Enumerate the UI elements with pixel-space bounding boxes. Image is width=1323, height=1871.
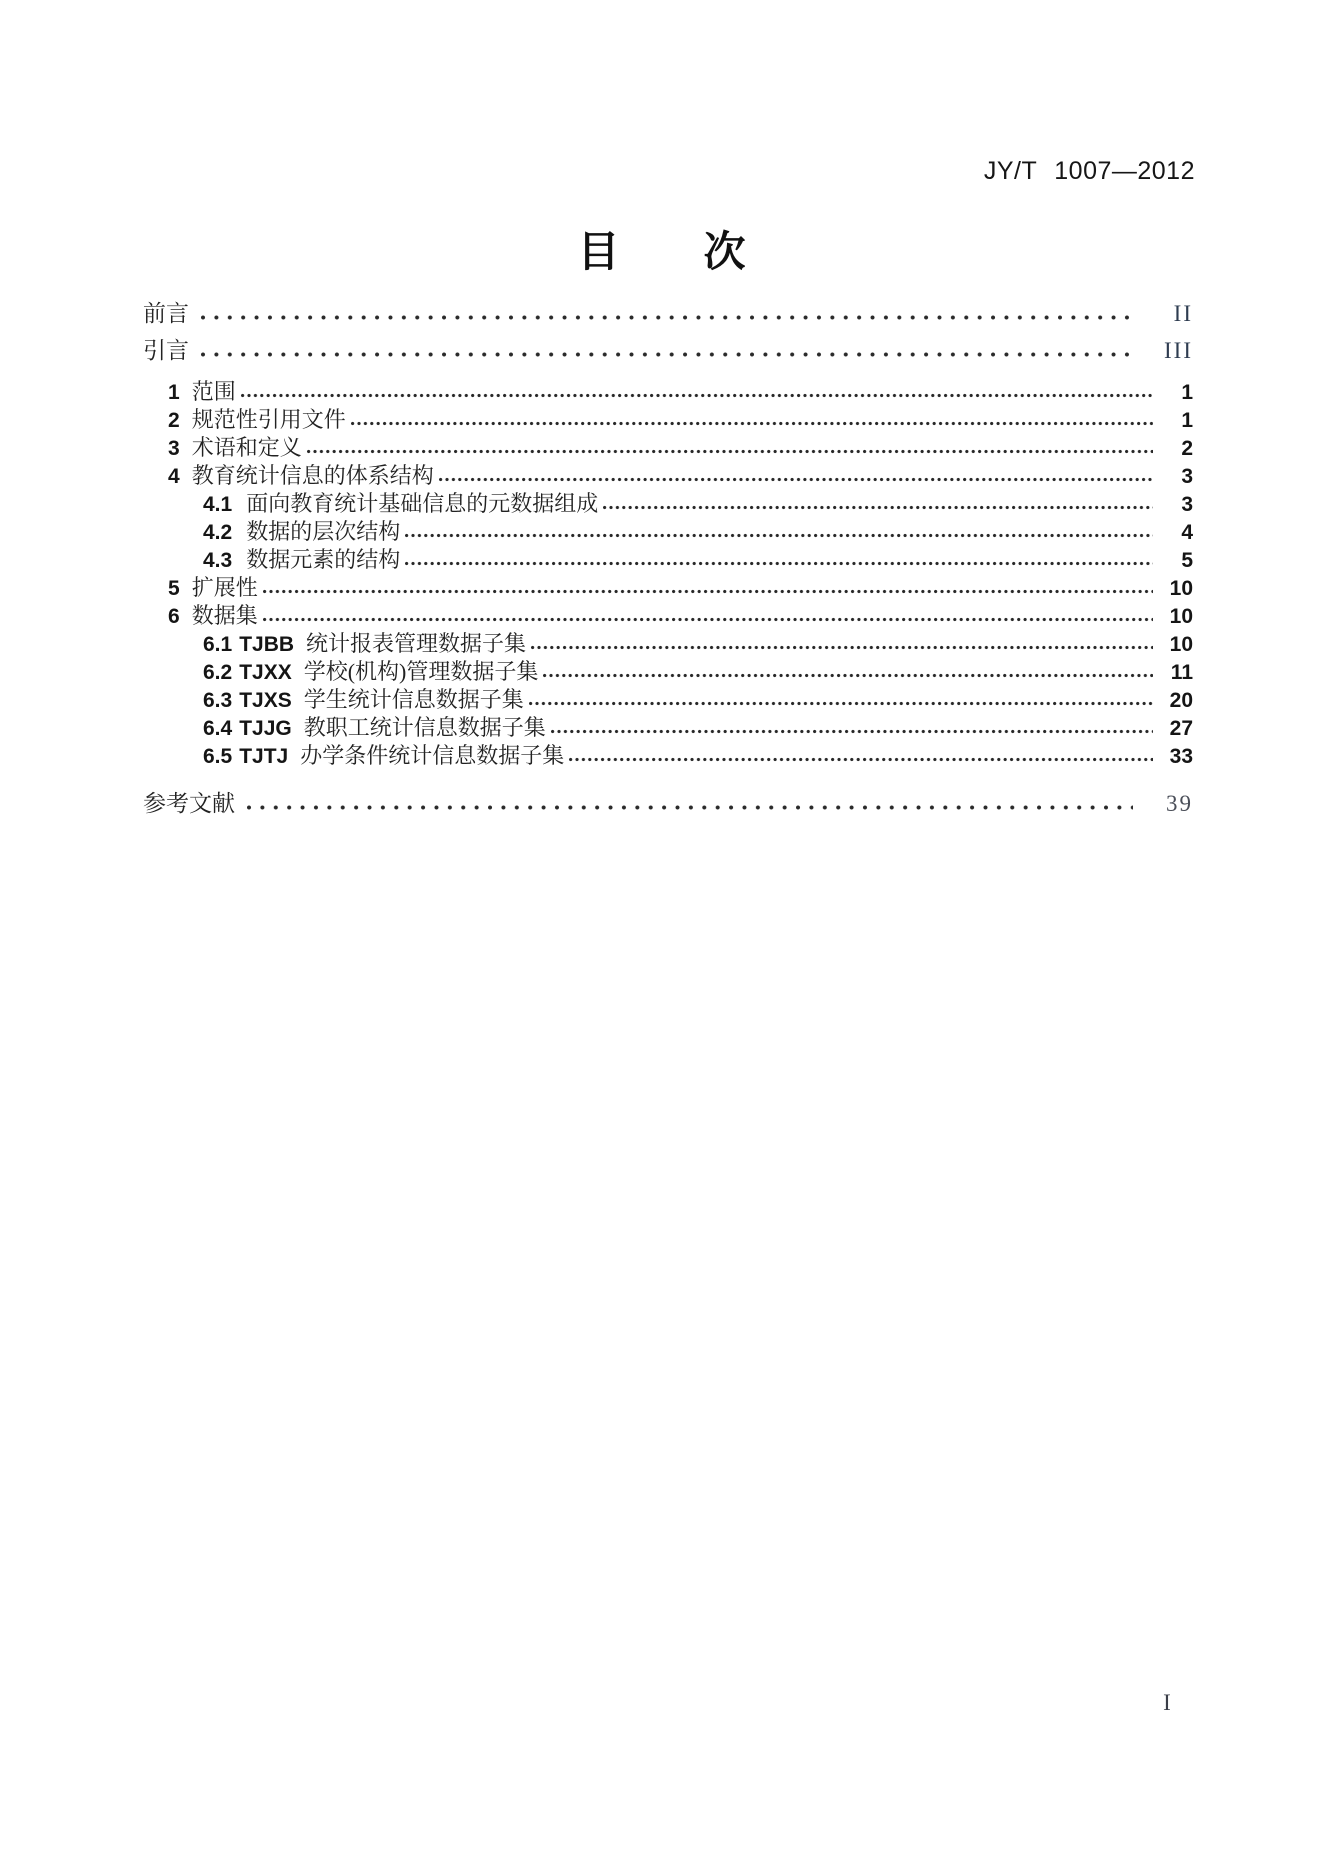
toc-entry-page: 27: [1169, 717, 1193, 740]
toc-row-references: [143, 785, 1193, 822]
toc-entry-page: 5: [1181, 549, 1193, 572]
toc-entry-label: 扩展性: [191, 575, 258, 600]
toc-entry-page: 2: [1181, 437, 1193, 460]
toc-entry-number: 6.5: [203, 745, 233, 768]
dot-leader: [263, 616, 1153, 623]
toc-row-6-2: [143, 658, 1193, 686]
toc-row-4-2: [143, 518, 1193, 546]
toc-entry-page: 1: [1181, 409, 1193, 432]
toc-row-4-1: [143, 490, 1193, 518]
toc-entry-page: 1: [1181, 381, 1193, 404]
dot-leader: [405, 560, 1153, 567]
toc-row-foreword: [143, 295, 1193, 332]
toc-entry-page: 10: [1169, 605, 1193, 628]
toc-entry-dataset-code: TJTJ: [239, 745, 289, 768]
toc-entry-label: 前言: [143, 301, 189, 326]
toc-row-5: [143, 574, 1193, 602]
toc-entry-label: 学生统计信息数据子集: [303, 687, 524, 712]
toc-entry-label: 学校(机构)管理数据子集: [303, 659, 539, 684]
toc-entry-page: 10: [1169, 577, 1193, 600]
toc-entry-page: 39: [1166, 791, 1193, 816]
toc-entry-number: 4.1: [203, 493, 233, 516]
toc-row-6-1: [143, 630, 1193, 658]
toc-row-2: [143, 406, 1193, 434]
toc-entry-label: 办学条件统计信息数据子集: [300, 743, 565, 768]
page-title: 目 次: [577, 228, 746, 275]
dot-leader: [551, 728, 1153, 735]
dot-leader: [201, 351, 1133, 358]
toc-entry-number: 1: [168, 381, 180, 404]
toc-entry-number: 4.2: [203, 521, 233, 544]
toc-entry-label: 规范性引用文件: [191, 407, 346, 432]
toc-entry-number: 4.3: [203, 549, 233, 572]
toc-entry-label: 数据集: [191, 603, 258, 628]
toc-entry-number: 6.1: [203, 633, 233, 656]
toc-entry-page: 3: [1181, 465, 1193, 488]
toc-entry-number: 6.4: [203, 717, 233, 740]
toc-entry-number: 6.3: [203, 689, 233, 712]
toc-entry-label: 面向教育统计基础信息的元数据组成: [246, 491, 599, 516]
toc-entry-number: 2: [168, 409, 180, 432]
toc-entry-number: 3: [168, 437, 180, 460]
dot-leader: [247, 804, 1133, 811]
toc-entry-number: 6.2: [203, 661, 233, 684]
toc-row-6-4: [143, 714, 1193, 742]
toc-entry-label: 数据元素的结构: [246, 547, 401, 572]
dot-leader: [405, 532, 1153, 539]
toc-entry-page: 10: [1169, 633, 1193, 656]
toc-entry-dataset-code: TJXS: [239, 689, 292, 712]
dot-leader: [307, 448, 1153, 455]
dot-leader: [603, 504, 1153, 511]
toc-entry-page: 33: [1169, 745, 1193, 768]
toc-entry-label: 范围: [191, 379, 236, 404]
toc-entry-number: 6: [168, 605, 180, 628]
toc-entry-label: 参考文献: [143, 791, 235, 816]
dot-leader: [543, 672, 1153, 679]
toc-entry-page: III: [1164, 338, 1193, 363]
toc-entry-label: 数据的层次结构: [246, 519, 401, 544]
toc-entry-page: 20: [1169, 689, 1193, 712]
toc-row-6-3: [143, 686, 1193, 714]
toc-row-6-5: [143, 742, 1193, 770]
toc-entry-label: 统计报表管理数据子集: [306, 631, 527, 656]
toc-entry-number: 5: [168, 577, 180, 600]
toc-row-introduction: [143, 332, 1193, 369]
toc-entry-page: 11: [1170, 661, 1193, 684]
toc-entry-dataset-code: TJJG: [239, 717, 292, 740]
dot-leader: [241, 392, 1153, 399]
dot-leader: [351, 420, 1153, 427]
dot-leader: [439, 476, 1153, 483]
dot-leader: [529, 700, 1153, 707]
dot-leader: [531, 644, 1153, 651]
toc-entry-page: 4: [1181, 521, 1193, 544]
toc-row-3: [143, 434, 1193, 462]
standard-number-header: JY/T 1007—2012: [983, 157, 1195, 185]
toc-row-4: [143, 462, 1193, 490]
toc-row-6: [143, 602, 1193, 630]
table-of-contents: [143, 295, 1193, 822]
toc-row-4-3: [143, 546, 1193, 574]
toc-row-1: [143, 378, 1193, 406]
toc-entry-dataset-code: TJXX: [239, 661, 292, 684]
toc-entry-label: 术语和定义: [191, 435, 302, 460]
toc-entry-page: 3: [1181, 493, 1193, 516]
toc-entry-label: 教育统计信息的体系结构: [191, 463, 434, 488]
footer-page-number: I: [1163, 1690, 1171, 1715]
toc-entry-label: 教职工统计信息数据子集: [303, 715, 546, 740]
toc-entry-label: 引言: [143, 338, 189, 363]
toc-entry-number: 4: [168, 465, 180, 488]
dot-leader: [569, 756, 1153, 763]
toc-numbered-entries: [143, 378, 1193, 770]
toc-entry-page: II: [1173, 301, 1193, 326]
dot-leader: [263, 588, 1153, 595]
toc-entry-dataset-code: TJBB: [239, 633, 295, 656]
dot-leader: [201, 314, 1133, 321]
